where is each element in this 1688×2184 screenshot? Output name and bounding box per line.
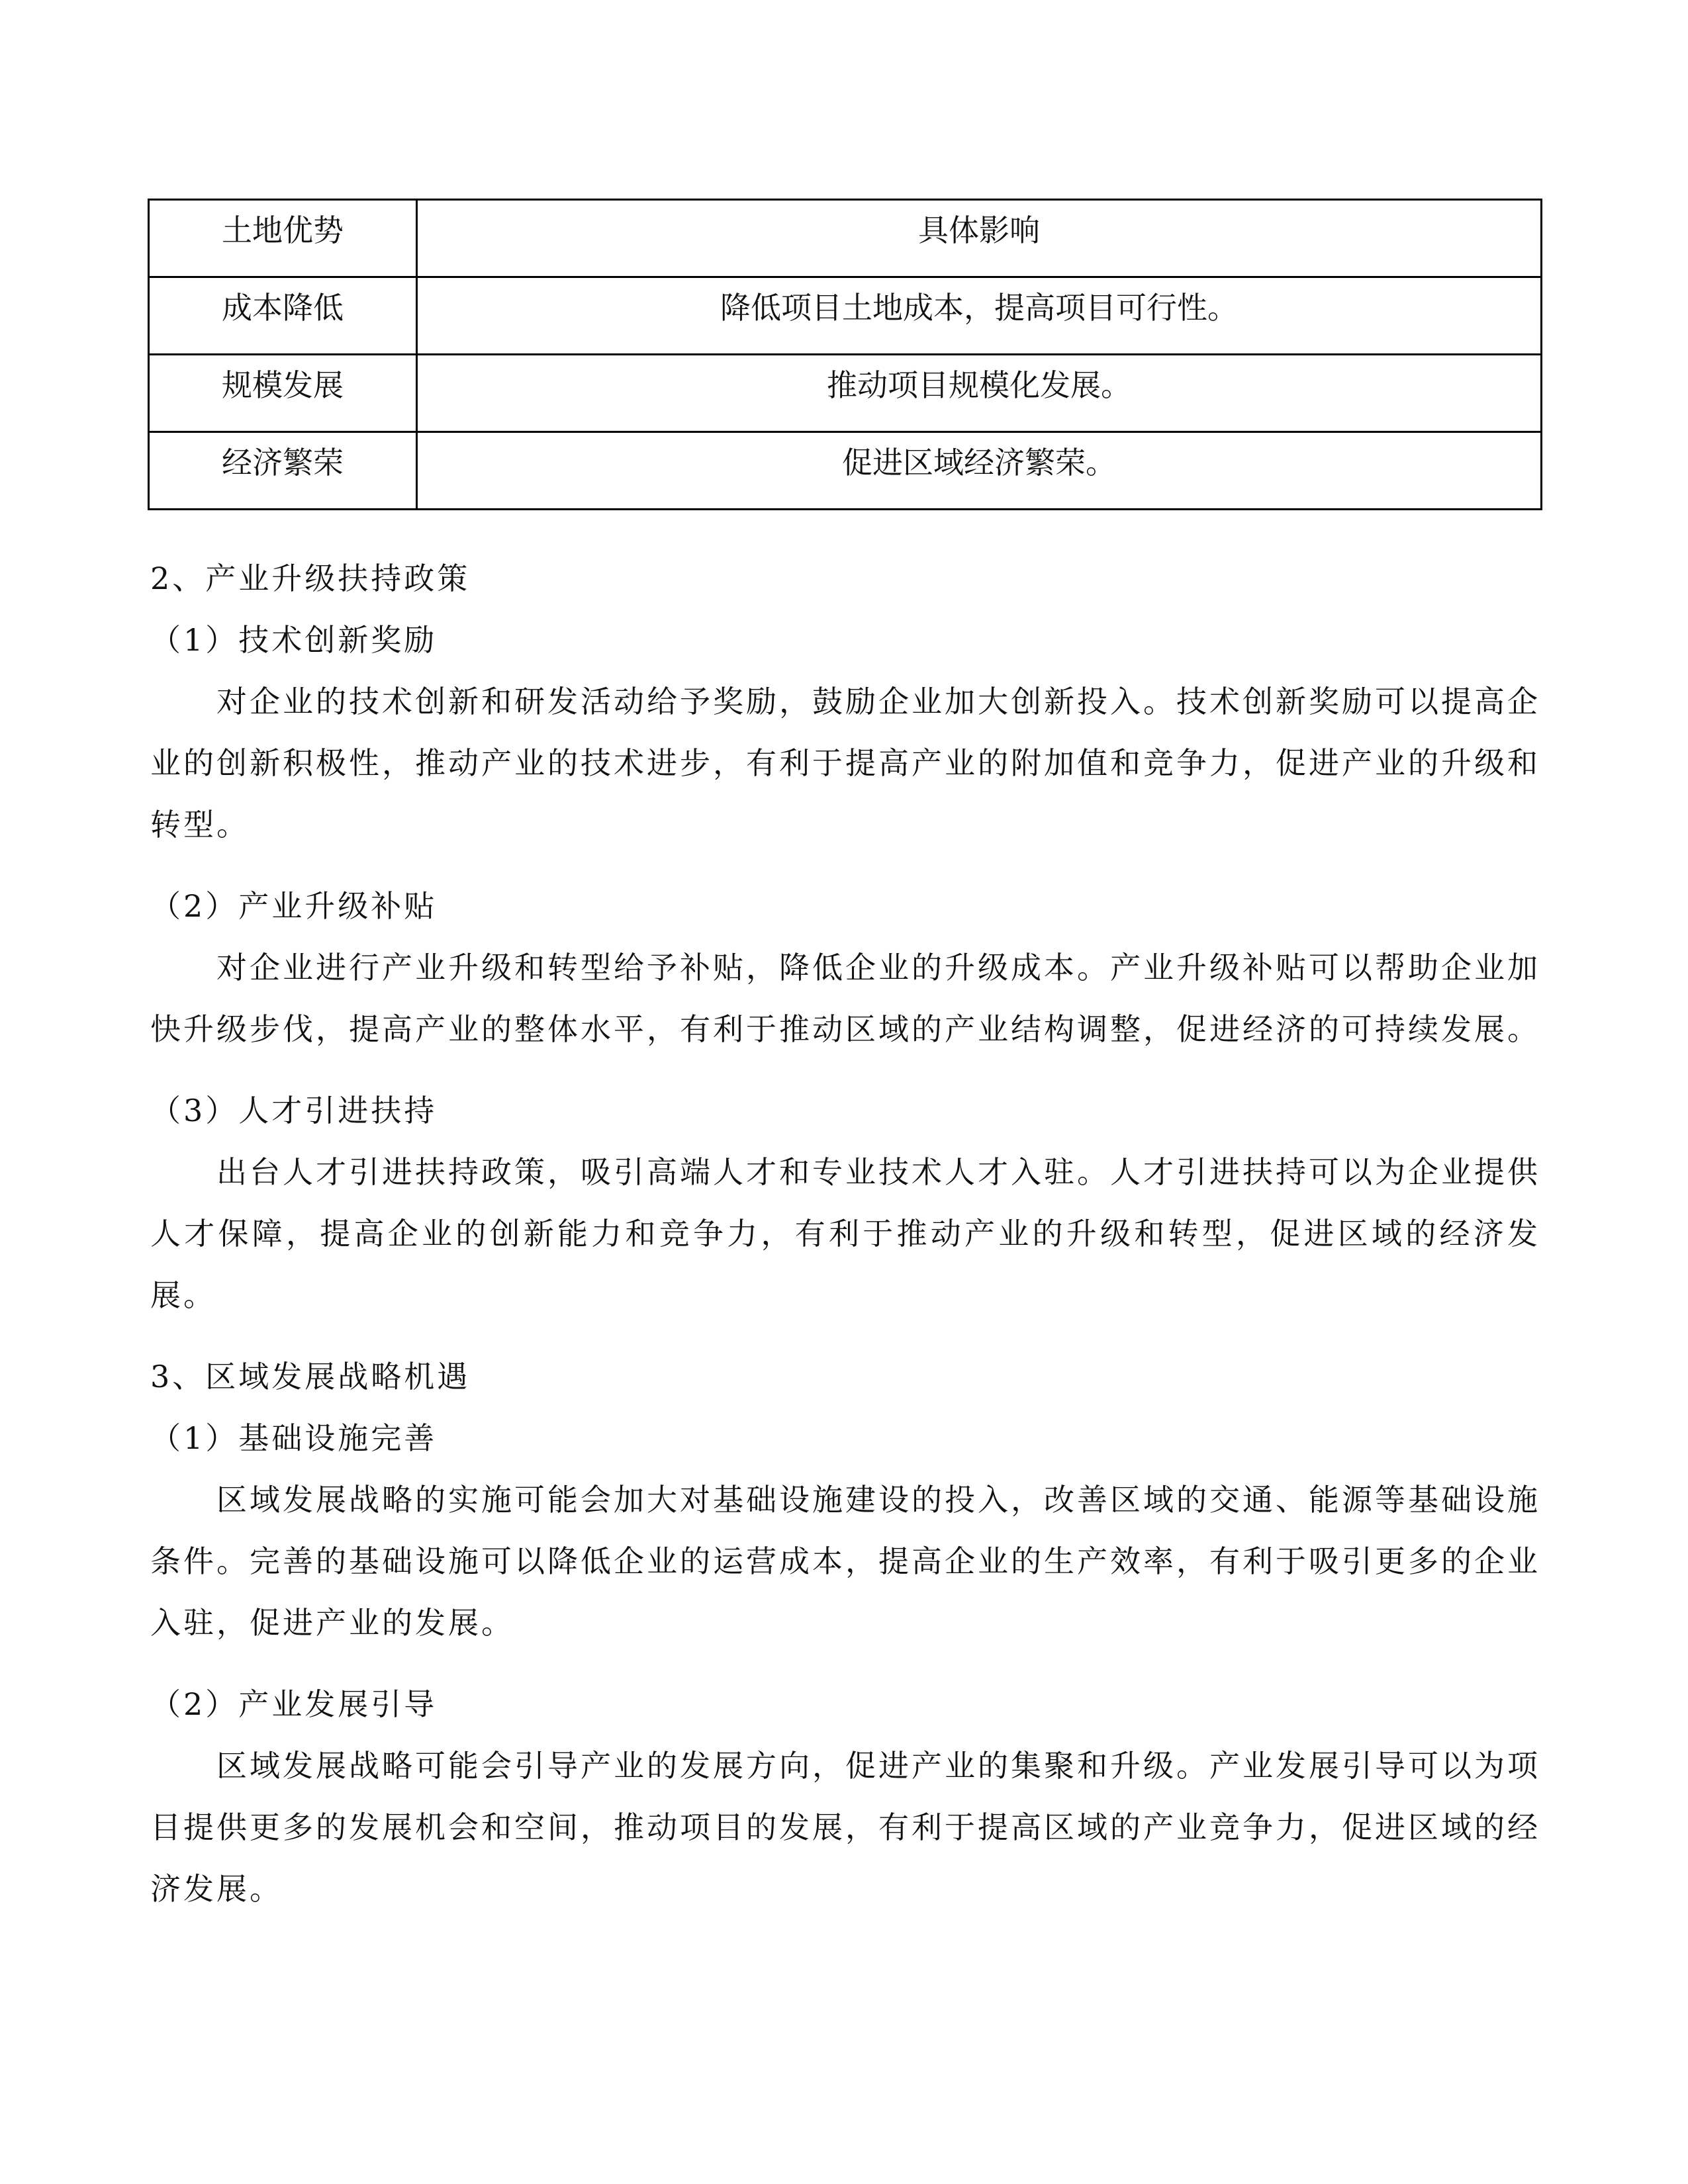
subsection-title: （3）人才引进扶持 bbox=[150, 1093, 438, 1128]
table-header-cell bbox=[417, 200, 1542, 277]
header-specific-impact: 具体影响 bbox=[918, 212, 1040, 248]
advantage-label: 规模发展 bbox=[222, 367, 344, 403]
table-row bbox=[149, 277, 1542, 355]
subsection-title: （2）产业发展引导 bbox=[150, 1686, 438, 1722]
section-heading: 3、区域发展战略机遇 bbox=[150, 1359, 471, 1394]
header-land-advantage: 土地优势 bbox=[222, 212, 344, 248]
advantage-label: 经济繁荣 bbox=[222, 445, 344, 480]
table-row bbox=[149, 355, 1542, 432]
paragraph-gap bbox=[150, 1060, 1540, 1080]
paragraph-gap bbox=[150, 1654, 1540, 1674]
paragraph-gap bbox=[150, 856, 1540, 876]
subsection-title: （1）基础设施完善 bbox=[150, 1420, 438, 1456]
table-cell bbox=[149, 355, 417, 432]
table-cell bbox=[149, 432, 417, 510]
table-cell bbox=[417, 432, 1542, 510]
paragraph: 区域发展战略的实施可能会加大对基础设施建设的投入，改善区域的交通、能源等基础设施条件。完善的基础设施可以降低企业的运营成本，提高企业的生产效率，有利于吸引更多的企业入驻，促进产业的发展。 bbox=[150, 1482, 1540, 1641]
document-body bbox=[150, 548, 1540, 1920]
paragraph-gap bbox=[150, 1326, 1540, 1346]
table-header-row bbox=[149, 200, 1542, 277]
subsection-title: （2）产业升级补贴 bbox=[150, 888, 438, 924]
paragraph: 对企业进行产业升级和转型给予补贴，降低企业的升级成本。产业升级补贴可以帮助企业加快升级步伐，提高产业的整体水平，有利于推动区域的产业结构调整，促进经济的可持续发展。 bbox=[150, 950, 1540, 1047]
paragraph: 对企业的技术创新和研发活动给予奖励，鼓励企业加大创新投入。技术创新奖励可以提高企业的创新积极性，推动产业的技术进步，有利于提高产业的附加值和竞争力，促进产业的升级和转型。 bbox=[150, 684, 1540, 842]
subsection-title: （1）技术创新奖励 bbox=[150, 622, 438, 658]
table-row bbox=[149, 432, 1542, 510]
table-header-cell bbox=[149, 200, 417, 277]
land-advantage-table bbox=[148, 199, 1542, 510]
advantage-label: 成本降低 bbox=[222, 290, 344, 326]
section-heading: 2、产业升级扶持政策 bbox=[150, 561, 471, 596]
impact-text: 推动项目规模化发展。 bbox=[827, 367, 1131, 403]
table-cell bbox=[417, 355, 1542, 432]
paragraph: 区域发展战略可能会引导产业的发展方向，促进产业的集聚和升级。产业发展引导可以为项目提供更多的发展机会和空间，推动项目的发展，有利于提高区域的产业竞争力，促进区域的经济发展。 bbox=[150, 1748, 1540, 1907]
impact-text: 促进区域经济繁荣。 bbox=[842, 445, 1116, 480]
table-cell bbox=[417, 277, 1542, 355]
impact-text: 降低项目土地成本，提高项目可行性。 bbox=[720, 290, 1238, 326]
paragraph: 出台人才引进扶持政策，吸引高端人才和专业技术人才入驻。人才引进扶持可以为企业提供人才保障，提高企业的创新能力和竞争力，有利于推动产业的升级和转型，促进区域的经济发展。 bbox=[150, 1154, 1540, 1313]
table-cell bbox=[149, 277, 417, 355]
